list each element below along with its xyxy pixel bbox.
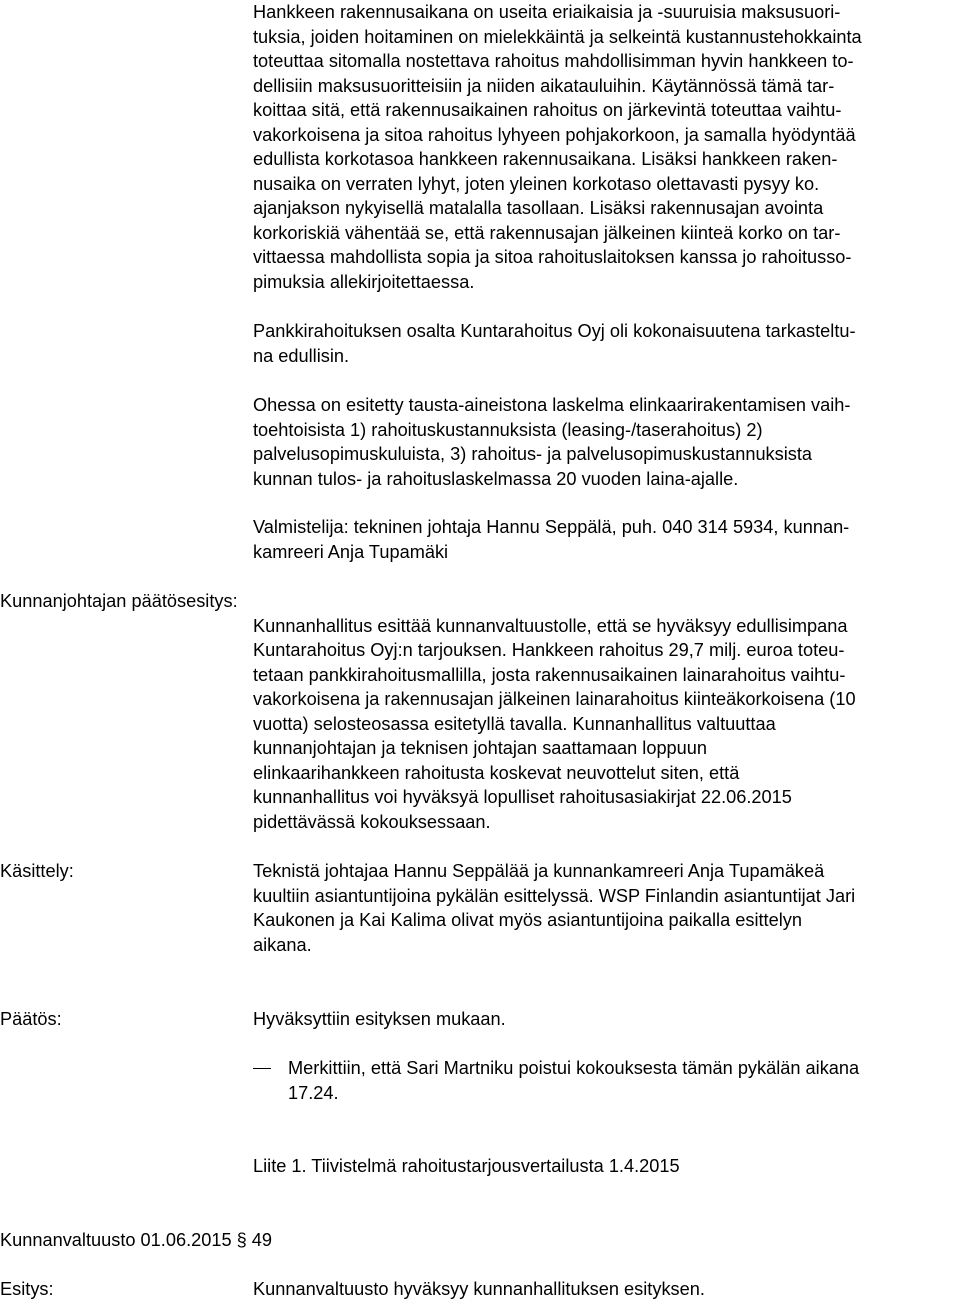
text-line: Kuntarahoitus Oyj:n tarjouksen. Hankkeen rahoitus 29,7 milj. euroa toteu- — [253, 640, 845, 660]
text-line: na edullisin. — [253, 345, 350, 366]
handling-label: Käsittely: — [0, 861, 74, 881]
text-line: korkoriskiä vähentää se, että rakennusajan jälkeinen kiinteä korko on tar- — [253, 222, 841, 243]
text-line: palvelusopimuskuluista, 3) rahoitus- ja palvelusopimuskustannuksista — [253, 444, 813, 464]
text-line: kamreeri Anja Tupamäki — [253, 541, 449, 562]
text-line: Valmistelija: tekninen johtaja Hannu Seppälä, puh. 040 314 5934, kunnan- — [253, 517, 850, 537]
text-line: Merkittiin, että Sari Martniku poistui kokouksesta tämän pykälän aikana — [288, 1058, 860, 1078]
text-line: toteuttaa sitomalla nostettava rahoitus mahdollisimman hyvin hankkeen to- — [253, 51, 854, 71]
text-line: Pankkirahoituksen osalta Kuntarahoitus Oyj oli kokonaisuutena tarkasteltu- — [253, 321, 856, 341]
decision-text: Hyväksyttiin esityksen mukaan. — [253, 1009, 506, 1029]
text-line: toehtoisista 1) rahoituskustannuksista (leasing-/taserahoitus) 2) — [253, 419, 763, 440]
text-line: kunnanjohtajan ja teknisen johtajan saattamaan loppuun — [253, 738, 708, 758]
text-line: Kunnanhallitus esittää kunnanvaltuustolle, että se hyväksyy edullisimpana — [253, 615, 848, 636]
council-heading: Kunnanvaltuusto 01.06.2015 § 49 — [0, 1230, 273, 1250]
text-line: aikana. — [253, 934, 312, 955]
council-proposal-text: Kunnanvaltuusto hyväksyy kunnanhallituksen esityksen. — [253, 1279, 705, 1299]
text-line: elinkaarihankkeen rahoitusta koskevat neuvottelut siten, että — [253, 762, 740, 783]
text-line: nusaika on verraten lyhyt, joten yleinen korkotaso olettavasti pysyy ko. — [253, 173, 820, 194]
decision-label: Päätös: — [0, 1009, 62, 1029]
proposal-label: Kunnanjohtajan päätösesitys: — [0, 591, 238, 611]
text-line: vakorkoisena ja sitoa rahoitus lyhyeen pohjakorkoon, ja samalla hyödyntää — [253, 124, 856, 145]
text-line: vittaessa mahdollista sopia ja sitoa rahoituslaitoksen kanssa jo rahoitusso- — [253, 247, 852, 267]
text-line: Ohessa on esitetty tausta-aineistona laskelma elinkaarirakentamisen vaih- — [253, 395, 851, 415]
text-line: kunnan tulos- ja rahoituslaskelmassa 20 vuoden laina-ajalle. — [253, 468, 739, 489]
council-proposal-label: Esitys: — [0, 1279, 54, 1299]
text-line: ajanjakson nykyisellä matalalla tasollaan. Lisäksi rakennusajan avointa — [253, 198, 824, 218]
text-line: vuotta) selosteosassa esitetyllä tavalla. Kunnanhallitus valtuuttaa — [253, 713, 776, 734]
text-line: dellisiin maksusuoritteisiin ja niiden aikatauluihin. Käytännössä tämä tar- — [253, 75, 835, 96]
text-line: edullista korkotasoa hankkeen rakennusaikana. Lisäksi hankkeen raken- — [253, 149, 838, 169]
text-line: pidettävässä kokouksessaan. — [253, 811, 491, 832]
text-line: kunnanhallitus voi hyväksyä lopulliset rahoitusasiakirjat 22.06.2015 — [253, 787, 792, 807]
attachment-reference: Liite 1. Tiivistelmä rahoitustarjousvertailusta 1.4.2015 — [253, 1156, 680, 1176]
text-line: pimuksia allekirjoitettaessa. — [253, 271, 475, 292]
text-line: Teknistä johtajaa Hannu Seppälää ja kunnankamreeri Anja Tupamäkeä — [253, 861, 825, 881]
text-line: kuultiin asiantuntijoina pykälän esittelyssä. WSP Finlandin asiantuntijat Jari — [253, 885, 856, 906]
dash-bullet-icon — [253, 1068, 271, 1069]
text-line: koittaa sitä, että rakennusaikainen rahoitus on järkevintä toteuttaa vaihtu- — [253, 100, 842, 120]
text-line: Kaukonen ja Kai Kalima olivat myös asiantuntijoina paikalla esittelyn — [253, 910, 802, 930]
text-line: 17.24. — [288, 1082, 339, 1103]
text-line: vakorkoisena ja rakennusajan jälkeinen lainarahoitus kiinteäkorkoisena (10 — [253, 689, 856, 709]
text-line: tetaan pankkirahoitusmallilla, josta rakennusaikainen lainarahoitus vaihtu- — [253, 664, 846, 685]
text-line: Hankkeen rakennusaikana on useita eriaikaisia ja -suuruisia maksusuori- — [253, 2, 841, 22]
text-line: tuksia, joiden hoitaminen on mielekkäintä ja selkeintä kustannustehokkainta — [253, 26, 862, 47]
